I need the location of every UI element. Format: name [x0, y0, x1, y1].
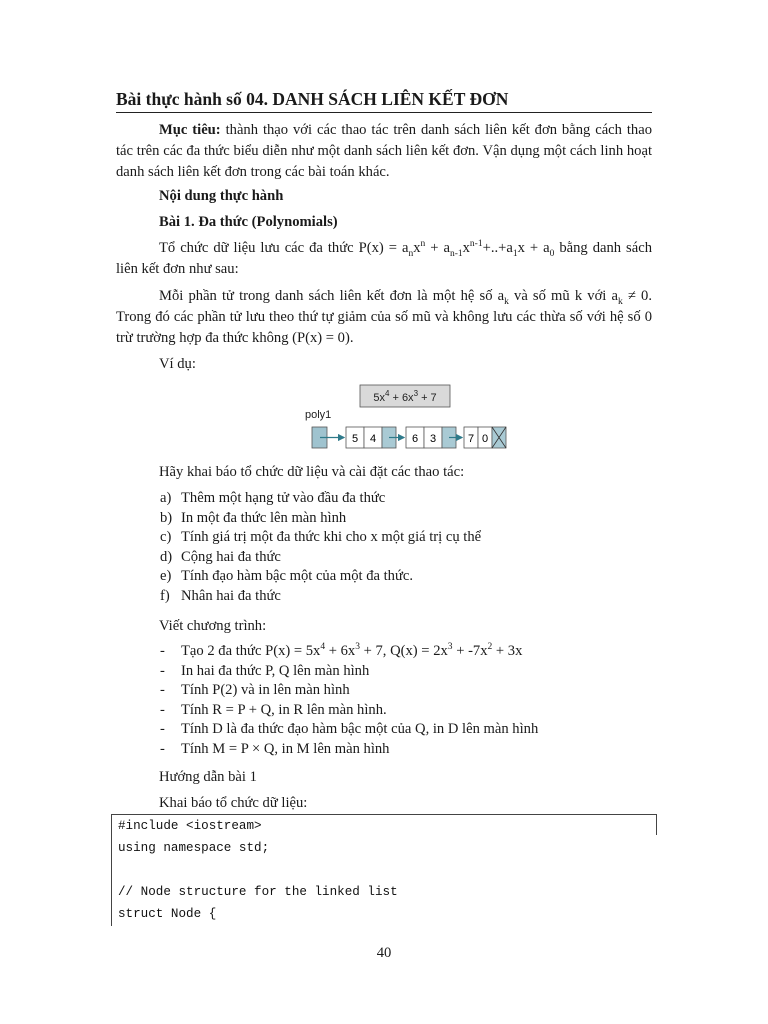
list-item: e) Tính đạo hàm bậc một của một đa thức.	[160, 568, 414, 585]
node-coef: 7	[467, 433, 475, 445]
guide-label: Hướng dẫn bài 1	[159, 769, 257, 785]
list-node	[346, 427, 396, 448]
code-block	[111, 814, 657, 926]
example-label: Ví dụ:	[159, 356, 196, 372]
list-item: d) Cộng hai đa thức	[160, 548, 281, 565]
code-line: using namespace std;	[118, 841, 270, 855]
code-line	[118, 859, 657, 881]
list-item: b) In một đa thức lên màn hình	[160, 509, 347, 526]
code-line: // Node structure for the linked list	[118, 885, 398, 899]
linked-list-diagram	[300, 384, 510, 454]
tasks-list	[160, 642, 538, 760]
list-node	[464, 427, 506, 448]
node-paragraph: Mỗi phần tử trong danh sách liên kết đơn là một hệ số $a_k$ và số mũ k với $a_k \ne 0$. Trong đó các phần tử lưu theo thứ tự giảm của số mũ và không lưu các thừa số với hệ số 0 trừ trường hợp đa thức không (P(x) = 0).	[116, 288, 652, 346]
objective-paragraph	[116, 120, 652, 183]
list-item: f) Nhân hai đa thức	[160, 587, 281, 604]
polynomial-caption-box	[360, 385, 450, 407]
list-item: - Tạo 2 đa thức $P(x) = 5x^4 + 6x^3 + 7$, $Q(x) = 2x^3 + -7x^2 + 3x$	[160, 642, 523, 659]
page-title: Bài thực hành số 04. DANH SÁCH LIÊN KẾT ĐƠN	[116, 88, 652, 113]
node-coef: 5	[351, 433, 359, 445]
exercise-heading: Bài 1. Đa thức (Polynomials)	[159, 214, 338, 230]
content-heading: Nội dung thực hành	[159, 188, 284, 204]
list-item: - Tính R = P + Q, in R lên màn hình.	[160, 701, 387, 718]
operations-list	[160, 489, 481, 607]
list-item: a) Thêm một hạng tử vào đầu đa thức	[160, 490, 386, 506]
svg-text:5x4 + 6x3 + 7: $5x^4 + 6x^3 + 7$	[373, 389, 437, 404]
list-item: - In hai đa thức P, Q lên màn hình	[160, 662, 370, 679]
declare-prompt: Hãy khai báo tổ chức dữ liệu và cài đặt các thao tác:	[159, 464, 465, 480]
declare-label: Khai báo tổ chức dữ liệu:	[159, 795, 308, 811]
list-label: poly1	[305, 409, 332, 421]
page-number: 40	[376, 945, 392, 961]
node-exp: 0	[481, 433, 489, 445]
program-label: Viết chương trình:	[159, 618, 267, 634]
intro-paragraph: Tổ chức dữ liệu lưu các đa thức $P(x) = a_nx^n + a_{n-1}x^{n-1}+..+a_1x + a_0$ bằng danh sách liên kết đơn như sau:	[116, 239, 652, 277]
code-line: #include <iostream>	[118, 819, 262, 833]
objective-label: Mục tiêu:	[159, 122, 221, 138]
node-exp: 4	[369, 433, 377, 445]
list-item: - Tính P(2) và in lên màn hình	[160, 682, 350, 699]
list-item: - Tính M = P × Q, in M lên màn hình	[160, 740, 390, 757]
list-item: - Tính D là đa thức đạo hàm bậc một của Q, in D lên màn hình	[160, 721, 539, 738]
node-coef: 6	[411, 433, 419, 445]
list-node	[406, 427, 456, 448]
list-item: c) Tính giá trị một đa thức khi cho x một giá trị cụ thể	[160, 529, 482, 546]
node-exp: 3	[429, 433, 437, 445]
code-line: struct Node {	[118, 907, 217, 921]
objective-text: thành thạo với các thao tác trên danh sách liên kết đơn bằng cách thao tác trên các đa thức biểu diễn như một danh sách liên kết đơn. Vận dụng một cách linh hoạt danh sách liên kết đơn trong các bài toán khác.	[116, 122, 652, 180]
